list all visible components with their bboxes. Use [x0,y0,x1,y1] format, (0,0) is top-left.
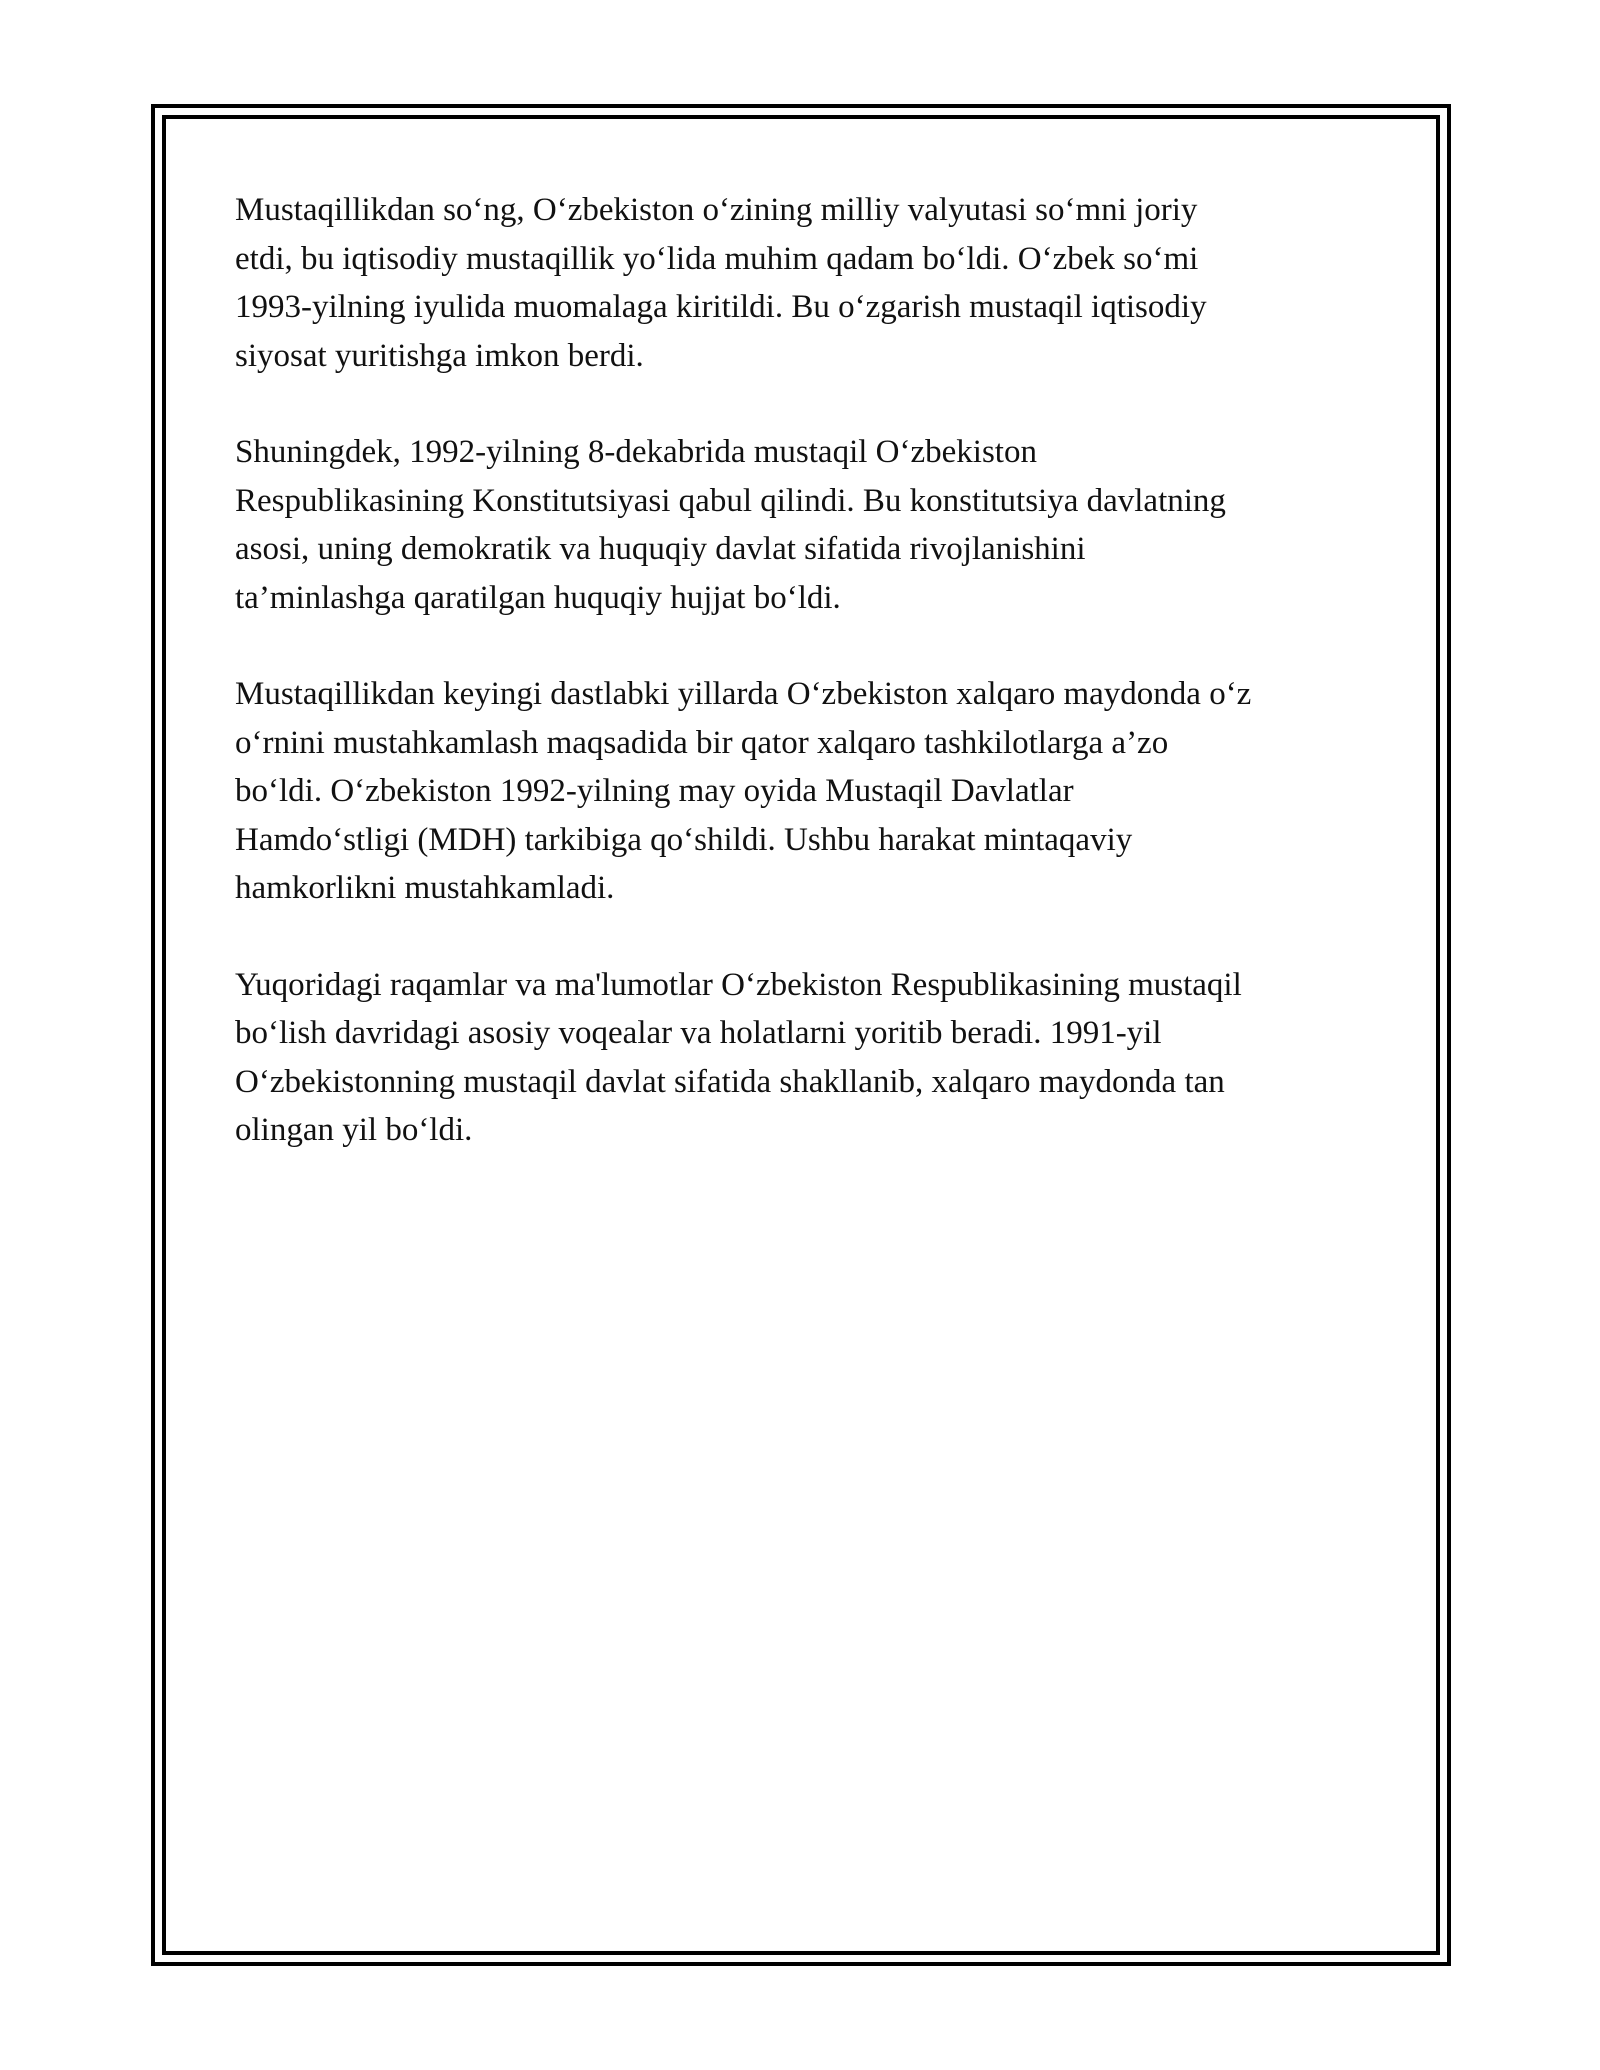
paragraph-constitution [235,428,1380,622]
paragraph-line: ta’minlashga qaratilgan huquqiy hujjat bo‘ldi. [235,579,841,616]
paragraph-line: etdi, bu iqtisodiy mustaqillik yo‘lida muhim qadam bo‘ldi. O‘zbek so‘mi [235,240,1199,277]
paragraph-line: O‘zbekistonning mustaqil davlat sifatida shakllanib, xalqaro maydonda tan [235,1063,1225,1100]
paragraph-line: Shuningdek, 1992-yilning 8-dekabrida mustaqil O‘zbekiston [235,434,1037,470]
paragraph-line: olingan yil bo‘ldi. [235,1112,473,1148]
paragraph-international [235,670,1380,913]
paragraph-line: asosi, uning demokratik va huquqiy davlat sifatida rivojlanishini [235,531,1086,567]
paragraph-currency [235,186,1380,380]
paragraph-line: siyosat yuritishga imkon berdi. [235,337,644,374]
paragraph-line: Yuqoridagi raqamlar va ma'lumotlar O‘zbekiston Respublikasining mustaqil [235,966,1242,1003]
paragraph-line: hamkorlikni mustahkamladi. [235,870,615,906]
paragraph-line: Respublikasining Konstitutsiyasi qabul qilindi. Bu konstitutsiya davlatning [235,482,1226,519]
paragraph-line: o‘rnini mustahkamlash maqsadida bir qator xalqaro tashkilotlarga a’zo [235,724,1169,761]
paragraph-line: Hamdo‘stligi (MDH) tarkibiga qo‘shildi. Ushbu harakat mintaqaviy [235,821,1133,858]
paragraph-line: bo‘lish davridagi asosiy voqealar va holatlarni yoritib beradi. 1991-yil [235,1015,1162,1051]
document-body [235,186,1380,1203]
paragraph-line: bo‘ldi. O‘zbekiston 1992-yilning may oyida Mustaqil Davlatlar [235,773,1074,809]
paragraph-line: Mustaqillikdan keyingi dastlabki yillarda O‘zbekiston xalqaro maydonda o‘z [235,676,1252,712]
paragraph-line: 1993-yilning iyulida muomalaga kiritildi. Bu o‘zgarish mustaqil iqtisodiy [235,289,1207,325]
paragraph-line: Mustaqillikdan so‘ng, O‘zbekiston o‘zining milliy valyutasi so‘mni joriy [235,192,1198,228]
paragraph-summary [235,961,1380,1155]
